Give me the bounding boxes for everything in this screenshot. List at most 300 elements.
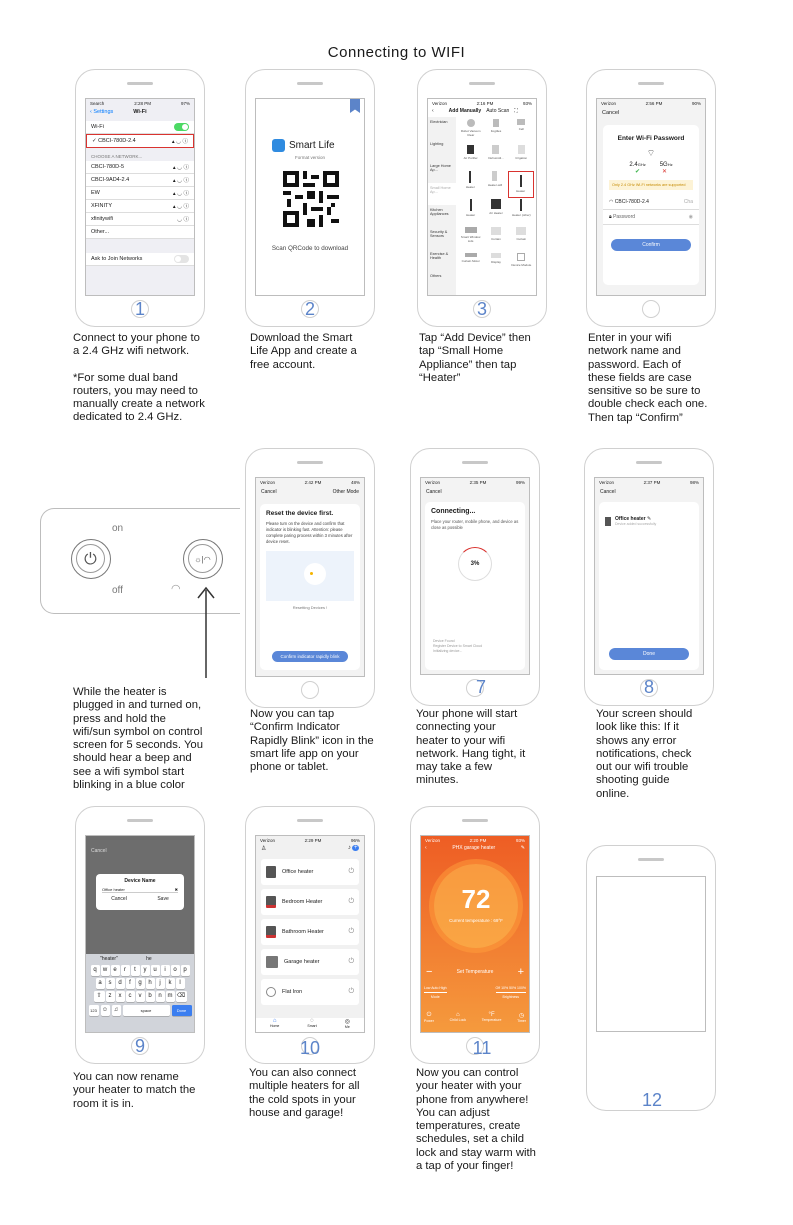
keyboard-key[interactable]: b bbox=[146, 991, 155, 1002]
wifi-icon: ◠ bbox=[171, 583, 181, 595]
back-icon[interactable]: ‹ bbox=[432, 108, 434, 114]
caption-line: Your phone will start bbox=[416, 708, 518, 720]
power-control[interactable]: ⏻ Power bbox=[424, 1012, 434, 1023]
connecting-heading: Connecting... bbox=[431, 508, 476, 515]
keyboard-key[interactable]: y bbox=[141, 965, 150, 976]
clear-icon[interactable]: ✖ bbox=[174, 887, 178, 892]
phone-step-9 bbox=[75, 806, 205, 1064]
caption-step-9 bbox=[73, 1071, 233, 1111]
step-item: Initializing device... bbox=[433, 649, 463, 653]
status-time: 2:35 PM bbox=[469, 480, 487, 485]
qr-code-icon bbox=[283, 171, 339, 227]
keyboard-key[interactable]: c bbox=[126, 991, 135, 1002]
device-item[interactable]: Curtain Motor bbox=[459, 253, 483, 279]
confirm-blink-button[interactable]: Confirm indicator rapidly blink bbox=[272, 651, 348, 662]
device-item[interactable]: Fogtiles bbox=[484, 119, 508, 145]
device-item[interactable]: Air Purifier bbox=[459, 145, 483, 171]
dialog-cancel-button[interactable]: Cancel bbox=[111, 896, 127, 902]
caption-line: routers, you may need to bbox=[73, 384, 198, 397]
screen-blank bbox=[596, 876, 706, 1032]
connected-network[interactable]: ✓ CBCI-780D-2.4 ▴ ◡ ⓘ bbox=[86, 134, 194, 148]
keyboard-row bbox=[86, 1003, 194, 1018]
rename-dialog bbox=[96, 874, 184, 910]
status-time: 2:29 PM bbox=[304, 838, 322, 843]
emoji-key[interactable]: ☺ bbox=[101, 1005, 110, 1016]
password-heading: Enter Wi-Fi Password bbox=[617, 135, 685, 142]
device-item[interactable]: Heater bbox=[458, 171, 482, 199]
wifi-icon: ◡ ⓘ bbox=[177, 217, 189, 223]
mode-control[interactable] bbox=[424, 986, 447, 999]
keyboard-key[interactable]: d bbox=[116, 978, 125, 989]
caption-line: Tap “Add Device” then bbox=[419, 332, 531, 344]
device-row[interactable] bbox=[261, 889, 359, 915]
caption-line: a 2.4 GHz wifi network. bbox=[73, 345, 190, 358]
caption-line: While the heater is bbox=[73, 686, 167, 698]
added-card bbox=[599, 502, 699, 670]
caption-line: these fields are case bbox=[588, 371, 692, 384]
wifi-icon: ▴ ◡ ⓘ bbox=[172, 165, 189, 171]
caption-line: look like this: If it bbox=[596, 721, 679, 734]
temperature-dial[interactable] bbox=[434, 864, 518, 948]
connecting-steps bbox=[433, 639, 482, 654]
caption-line: Then tap “Confirm” bbox=[588, 411, 683, 424]
heater-title: PHX garage heater bbox=[452, 845, 496, 851]
keyboard-key[interactable]: s bbox=[106, 978, 115, 989]
done-key[interactable]: Done bbox=[172, 1005, 192, 1016]
other-mode-link[interactable]: Other Mode bbox=[332, 489, 359, 495]
caption-line: see a wifi symbol start bbox=[73, 765, 185, 778]
caption-step-10 bbox=[249, 1067, 409, 1120]
device-name: Bedroom Heater bbox=[282, 899, 323, 905]
status-time: 2:42 PM bbox=[304, 480, 322, 485]
device-row[interactable] bbox=[261, 919, 359, 945]
caption-line: Now you can control bbox=[416, 1067, 519, 1079]
category-item-selected[interactable]: Small Home Ap... bbox=[428, 183, 456, 205]
wifi-icon: ▴ ◡ ⓘ bbox=[171, 139, 188, 145]
add-icon[interactable]: + bbox=[353, 845, 358, 851]
caption-line: “Confirm Indicator bbox=[250, 721, 340, 734]
speaker bbox=[469, 82, 495, 85]
space-key[interactable]: space bbox=[123, 1005, 170, 1016]
wifi-label: Wi-Fi bbox=[91, 124, 104, 130]
caption-line: the cold spots in your bbox=[249, 1093, 356, 1106]
device-name: Office heater bbox=[615, 516, 646, 522]
caption-line: blinking in a blue color bbox=[73, 779, 185, 792]
device-item[interactable]: Display bbox=[484, 253, 508, 279]
device-row[interactable] bbox=[261, 979, 359, 1005]
keyboard-key[interactable]: p bbox=[181, 965, 190, 976]
on-label: on bbox=[112, 523, 124, 534]
password-field[interactable] bbox=[603, 210, 699, 225]
power-icon[interactable]: ⏻ bbox=[348, 988, 354, 995]
minus-button[interactable]: − bbox=[426, 966, 433, 978]
caption-line: dedicated to 2.4 GHz. bbox=[73, 411, 183, 424]
caption-line: Now you can tap bbox=[250, 708, 335, 720]
keyboard-key[interactable]: h bbox=[146, 978, 155, 989]
phone-step-10 bbox=[245, 806, 375, 1064]
caption-line: phone or tablet. bbox=[250, 761, 329, 774]
caption-line: a tap of your finger! bbox=[416, 1160, 514, 1173]
device-name: Flat Iron bbox=[282, 989, 303, 995]
unit-icon: °F bbox=[488, 1012, 495, 1018]
step-number: 9 bbox=[134, 1036, 145, 1056]
caption-line: free account. bbox=[250, 358, 316, 371]
mic-key[interactable]: ♫ bbox=[112, 1005, 121, 1016]
network-item[interactable] bbox=[86, 174, 194, 187]
keyboard-key[interactable]: n bbox=[156, 991, 165, 1002]
caption-line: smart life app on your bbox=[250, 747, 359, 760]
nav-home[interactable]: ⌂ Home bbox=[270, 1018, 280, 1028]
speaker bbox=[638, 858, 664, 861]
bottom-nav bbox=[256, 1018, 364, 1032]
keyboard-key[interactable]: r bbox=[121, 965, 130, 976]
wifi-icon: ▴ ◡ ⓘ bbox=[172, 191, 189, 197]
wifi-toggle[interactable] bbox=[174, 123, 189, 131]
phone-step-1 bbox=[75, 69, 205, 327]
keyboard-key[interactable]: i bbox=[161, 965, 170, 976]
dialog-save-button[interactable]: Save bbox=[157, 896, 169, 902]
speaker bbox=[127, 82, 153, 85]
child-lock-control[interactable]: ⌂ Child Lock bbox=[449, 1012, 467, 1022]
keyboard-key[interactable]: w bbox=[101, 965, 110, 976]
keyboard-key[interactable]: z bbox=[106, 991, 115, 1002]
status-carrier: Verizon bbox=[425, 480, 441, 485]
power-icon[interactable]: ⏻ bbox=[348, 928, 354, 935]
home-button bbox=[301, 681, 319, 699]
heater-icon bbox=[266, 956, 278, 968]
keyboard-key[interactable]: t bbox=[131, 965, 140, 976]
brightness-options: Off 10% 50% 100% bbox=[495, 986, 526, 990]
speaker bbox=[462, 461, 488, 464]
heater-icon bbox=[266, 926, 276, 938]
heater-item-highlighted[interactable]: Heater bbox=[508, 171, 534, 198]
brightness-label: Brightness bbox=[502, 995, 520, 999]
added-device-row bbox=[599, 516, 699, 526]
device-item[interactable]: Smart Window Lids bbox=[459, 227, 483, 253]
caption-line: shooting guide bbox=[596, 774, 670, 787]
sun-wifi-icon: ☼|◠ bbox=[188, 544, 217, 573]
device-item[interactable]: Device Module bbox=[509, 253, 533, 279]
mic-icon[interactable]: ♪ bbox=[347, 845, 351, 851]
wifi-toggle-row[interactable] bbox=[86, 121, 194, 134]
network-item[interactable] bbox=[86, 161, 194, 174]
resetting-label: Resetting Devices ! bbox=[292, 605, 328, 610]
keyboard-key[interactable]: x bbox=[116, 991, 125, 1002]
numbers-key[interactable]: 123 bbox=[89, 1005, 99, 1016]
speaker bbox=[297, 82, 323, 85]
device-item[interactable]: Curtain bbox=[509, 227, 533, 253]
added-status: Device added successfully bbox=[615, 522, 657, 526]
status-time: 2:37 PM bbox=[643, 480, 661, 485]
speaker bbox=[127, 819, 153, 822]
status-battery: 48% bbox=[350, 480, 360, 485]
status-battery: 97% bbox=[180, 101, 190, 106]
suggestion[interactable]: he bbox=[146, 956, 152, 962]
power-icon[interactable]: ⏻ bbox=[348, 898, 354, 905]
caption-line: your heater with your bbox=[416, 1080, 522, 1093]
status-carrier: Verizon bbox=[260, 838, 276, 843]
network-name: XFINITY bbox=[91, 203, 113, 209]
status-carrier: Verizon bbox=[425, 838, 441, 843]
screen-add-device bbox=[427, 98, 537, 296]
heater-icon bbox=[605, 517, 611, 526]
network-item[interactable] bbox=[86, 200, 194, 213]
wifi-sun-button[interactable] bbox=[183, 539, 223, 579]
caption-line: You can also connect bbox=[249, 1067, 356, 1079]
keyboard-row bbox=[86, 964, 194, 977]
mode-options: Low Auto High bbox=[424, 986, 447, 990]
reset-heading: Reset the device first. bbox=[266, 510, 334, 517]
category-item[interactable]: Large Home Ap... bbox=[430, 164, 451, 172]
step-number: 8 bbox=[643, 677, 654, 697]
device-item[interactable]: Dehumidi... bbox=[484, 145, 508, 171]
keyboard-key[interactable]: v bbox=[136, 991, 145, 1002]
caption-line: press and hold the bbox=[73, 712, 166, 725]
status-battery: 96% bbox=[350, 838, 360, 843]
keyboard-key[interactable]: u bbox=[151, 965, 160, 976]
caption-line: multiple heaters for all bbox=[249, 1080, 360, 1093]
keyboard-key[interactable]: m bbox=[166, 991, 175, 1002]
category-item[interactable]: Others bbox=[430, 274, 442, 278]
cross-icon: ✕ bbox=[662, 169, 668, 175]
caption-line: heater to your wifi bbox=[416, 734, 506, 747]
caption-line: tap “Small Home bbox=[419, 345, 504, 358]
power-icon: ⏻ bbox=[426, 1012, 432, 1018]
network-name: CBCI-780D-5 bbox=[91, 164, 125, 170]
caption-line: schedules, set a child bbox=[416, 1133, 525, 1146]
caption-step-7 bbox=[416, 708, 566, 788]
device-item[interactable]: Heater (other) bbox=[509, 199, 533, 227]
ssid-row[interactable] bbox=[603, 195, 699, 210]
band-5-label: 5GHz bbox=[659, 162, 673, 168]
caption-step-1 bbox=[73, 332, 233, 425]
screen-reset-device bbox=[255, 477, 365, 677]
network-name: EW bbox=[91, 190, 100, 196]
caption-line: notifications, check bbox=[596, 747, 692, 760]
suggestion[interactable]: "heater" bbox=[100, 956, 118, 962]
device-item[interactable]: Cell bbox=[509, 119, 533, 145]
caption-line: Download the Smart bbox=[250, 332, 353, 344]
device-item[interactable]: Air Heater bbox=[484, 199, 508, 227]
phone-step-11 bbox=[410, 806, 540, 1064]
iron-icon bbox=[266, 987, 276, 997]
back-icon[interactable]: ‹ bbox=[425, 845, 427, 851]
caption-step-11 bbox=[416, 1067, 576, 1173]
keyboard-key[interactable]: e bbox=[111, 965, 120, 976]
category-item[interactable]: Exercise & Health bbox=[430, 252, 449, 260]
caption-line: *For some dual band bbox=[73, 371, 178, 384]
status-battery: 93% bbox=[515, 838, 525, 843]
eye-icon[interactable]: ◉ bbox=[688, 214, 693, 220]
screen-wifi-settings bbox=[85, 98, 195, 296]
network-list bbox=[86, 161, 194, 239]
device-item[interactable]: Curtain bbox=[484, 227, 508, 253]
caption-line: network. Hang tight, it bbox=[416, 747, 526, 760]
tab-add-manually[interactable]: Add Manually bbox=[448, 108, 482, 114]
cancel-link[interactable]: Cancel bbox=[602, 110, 620, 116]
check-icon: ✔ bbox=[634, 169, 640, 175]
keyboard-row bbox=[86, 977, 194, 990]
caption-line: shows any error bbox=[596, 734, 677, 747]
progress-percent: 3% bbox=[470, 561, 480, 567]
network-item[interactable] bbox=[86, 226, 194, 239]
device-name: Bathroom Heater bbox=[282, 929, 324, 935]
nav-smart[interactable]: ◌ Smart bbox=[307, 1018, 317, 1028]
caption-line: Life App and create a bbox=[250, 345, 357, 358]
cancel-link[interactable]: Cancel bbox=[426, 489, 442, 495]
keyboard-key[interactable]: l bbox=[176, 978, 185, 989]
power-icon: ⏻ bbox=[76, 544, 105, 573]
ssid-value: CBCI-780D-2.4 bbox=[614, 199, 649, 205]
caption-line: connecting your bbox=[416, 721, 496, 734]
keyboard-key[interactable]: k bbox=[166, 978, 175, 989]
scan-instructions: Scan QRCode to download bbox=[271, 245, 349, 252]
status-battery: 98% bbox=[689, 480, 699, 485]
caption-line: network name and bbox=[588, 345, 681, 358]
category-item[interactable]: Security & Sensors bbox=[430, 230, 448, 238]
step-number: 3 bbox=[476, 299, 487, 319]
brightness-control[interactable] bbox=[496, 986, 526, 999]
heater-icon bbox=[266, 896, 276, 908]
caption-line: “Heater” bbox=[419, 371, 461, 384]
cancel-link[interactable]: Cancel bbox=[600, 489, 616, 495]
speaker bbox=[636, 461, 662, 464]
plus-button[interactable]: + bbox=[517, 966, 524, 978]
timer-icon: ◷ bbox=[518, 1013, 525, 1019]
keyboard-key[interactable]: f bbox=[126, 978, 135, 989]
caption-line: may take a few bbox=[416, 761, 492, 774]
status-time: 2:20 PM bbox=[469, 838, 487, 843]
phone-step-8 bbox=[584, 448, 714, 706]
off-label: off bbox=[112, 585, 123, 596]
app-name: Smart Life bbox=[289, 140, 335, 151]
ask-join-label: Ask to Join Networks bbox=[91, 256, 143, 262]
status-carrier: Verizon bbox=[260, 480, 276, 485]
home-button bbox=[642, 300, 660, 318]
category-item[interactable]: Electrician bbox=[430, 120, 448, 124]
reset-card bbox=[260, 504, 360, 670]
change-link[interactable]: Cha bbox=[683, 199, 693, 205]
unit-control[interactable]: °F Temperature bbox=[481, 1012, 502, 1022]
password-card bbox=[603, 125, 699, 285]
keyboard-key[interactable]: j bbox=[156, 978, 165, 989]
choose-network-label: CHOOSE A NETWORK... bbox=[91, 154, 143, 159]
caption-line: house and garage! bbox=[249, 1106, 344, 1119]
device-row[interactable] bbox=[261, 949, 359, 975]
shift-key[interactable]: ⇧ bbox=[94, 991, 105, 1002]
connected-label: CBCI-780D-2.4 bbox=[98, 138, 136, 144]
status-battery: 99% bbox=[515, 480, 525, 485]
router-icon: ⌔ bbox=[646, 148, 656, 158]
status-carrier: Verizon bbox=[432, 101, 448, 106]
screen-rename bbox=[85, 835, 195, 1033]
network-item[interactable] bbox=[86, 187, 194, 200]
device-item[interactable]: Heater bbox=[459, 199, 483, 227]
caption-line: online. bbox=[596, 787, 630, 800]
user-icon[interactable]: ♙ bbox=[261, 846, 267, 852]
nav-me[interactable]: ◎ Me bbox=[344, 1019, 350, 1029]
done-button[interactable]: Done bbox=[609, 648, 689, 660]
device-row[interactable] bbox=[261, 859, 359, 885]
edit-icon[interactable]: ✎ bbox=[520, 845, 525, 851]
speaker bbox=[638, 82, 664, 85]
temperature-value: 72 bbox=[461, 884, 491, 914]
scan-icon[interactable]: ⛶ bbox=[514, 108, 518, 114]
step-item: Register Device to Smart Cloud bbox=[433, 644, 483, 648]
edit-icon[interactable]: ✎ bbox=[646, 516, 652, 522]
ask-join-toggle[interactable] bbox=[174, 255, 189, 263]
ask-join-row[interactable] bbox=[86, 253, 194, 266]
back-link[interactable]: ‹ Settings bbox=[90, 109, 114, 115]
category-item[interactable]: Lighting bbox=[430, 142, 444, 146]
power-icon[interactable]: ⏻ bbox=[348, 868, 354, 875]
caption-spacer bbox=[73, 359, 233, 372]
step-number: 1 bbox=[134, 299, 145, 319]
cancel-link[interactable]: Cancel bbox=[261, 489, 277, 495]
status-battery: 90% bbox=[691, 101, 701, 106]
keyboard-key[interactable]: o bbox=[171, 965, 180, 976]
current-temperature: Current temperature : 69°F bbox=[449, 918, 503, 923]
reset-instructions: Please turn on the device and confirm that indicator is blinking fast. Attention: please complete paring process within 3 minutes after device reset. bbox=[266, 521, 353, 544]
caption-line: plugged in and turned on, bbox=[73, 699, 202, 712]
device-name: Office heater bbox=[282, 869, 314, 875]
power-icon[interactable]: ⏻ bbox=[348, 958, 354, 965]
caption-line: screen for 5 seconds. You bbox=[73, 739, 204, 752]
status-time: 2:56 PM bbox=[645, 101, 663, 106]
password-placeholder: Password bbox=[613, 214, 636, 220]
device-item[interactable]: Irrigation bbox=[509, 145, 533, 171]
suggestion-bar bbox=[86, 954, 194, 964]
band-24-label: 2.4GHz bbox=[629, 162, 646, 168]
keyboard-key[interactable]: a bbox=[96, 978, 105, 989]
caption-step-8 bbox=[596, 708, 746, 801]
wifi-icon: ▴ ◡ ⓘ bbox=[172, 178, 189, 184]
caption-step-3 bbox=[419, 332, 569, 385]
keyboard-key[interactable]: g bbox=[136, 978, 145, 989]
screen-header: Wi-Fi bbox=[133, 109, 147, 115]
category-item[interactable]: Kitchen Appliances bbox=[430, 208, 449, 216]
device-item[interactable]: Robot Vacuum Clear bbox=[459, 119, 483, 145]
back-label: Settings bbox=[93, 109, 114, 115]
phone-step-12 bbox=[586, 845, 716, 1111]
set-temperature-label: Set Temperature bbox=[456, 969, 494, 975]
name-input[interactable] bbox=[102, 887, 178, 893]
device-item[interactable]: Heater-wifi bbox=[483, 171, 507, 199]
connecting-instructions: Place your router, mobile phone, and device as close as possible bbox=[431, 519, 519, 530]
tab-auto-scan[interactable]: Auto Scan bbox=[486, 108, 510, 114]
caption-line: minutes. bbox=[416, 774, 459, 787]
confirm-button[interactable]: Confirm bbox=[611, 239, 691, 251]
cancel-link[interactable]: Cancel bbox=[91, 848, 107, 854]
screen-wifi-password bbox=[596, 98, 706, 296]
backspace-key[interactable]: ⌫ bbox=[176, 991, 187, 1002]
caption-line: wifi/sun symbol on control bbox=[73, 725, 203, 738]
network-item[interactable] bbox=[86, 213, 194, 226]
device-image bbox=[304, 563, 326, 585]
band-warning: Only 2.4 GHz Wi-Fi networks are supported bbox=[609, 180, 693, 190]
caption-line: password. Each of bbox=[588, 358, 681, 371]
step-number: 11 bbox=[472, 1038, 492, 1058]
status-time: 2:16 PM bbox=[476, 101, 494, 106]
screen-smart-life-download bbox=[255, 98, 365, 296]
network-name: xfinitywifi bbox=[91, 216, 114, 222]
keyboard-key[interactable]: q bbox=[91, 965, 100, 976]
timer-control[interactable]: ◷ Timer bbox=[517, 1013, 526, 1023]
caption-line: room it is in. bbox=[73, 1097, 134, 1110]
phone-step-6 bbox=[245, 448, 375, 708]
power-button[interactable] bbox=[71, 539, 111, 579]
step-number: 12 bbox=[641, 1090, 663, 1110]
